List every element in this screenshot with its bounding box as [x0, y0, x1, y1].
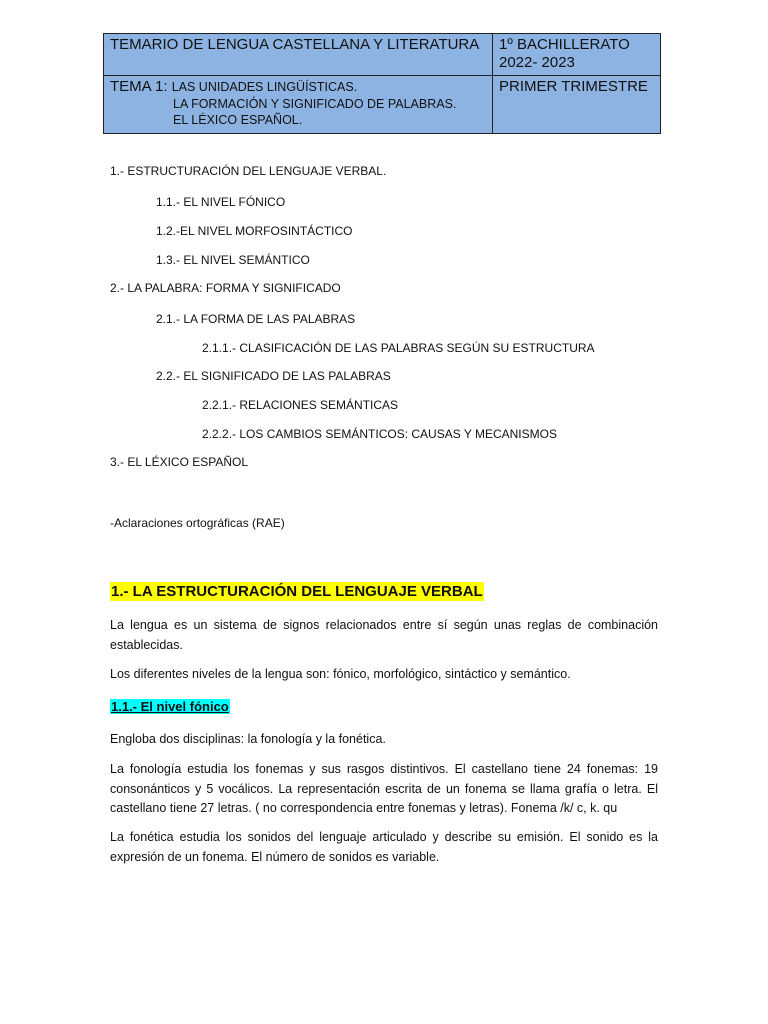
toc-item: 1.1.- EL NIVEL FÓNICO: [156, 195, 286, 209]
aclaraciones-note: -Aclaraciones ortográficas (RAE): [110, 516, 285, 530]
tema-line-2: LA FORMACIÓN Y SIGNIFICADO DE PALABRAS.: [173, 97, 457, 111]
header-title: TEMARIO DE LENGUA CASTELLANA Y LITERATURA: [110, 36, 480, 53]
paragraph: La fonología estudia los fonemas y sus rasgos distintivos. El castellano tiene 24 fonemas: 19 consonánticos y 5 vocálicos. La representación escrita de un fonema se llama grafía o letra. El castellano tiene 27 letras. ( no correspondencia entre fonemas y letras). Fonema /k/ c, k. qu: [110, 762, 658, 815]
toc-item: 2.2.1.- RELACIONES SEMÁNTICAS: [202, 398, 399, 412]
paragraph: La lengua es un sistema de signos relacionados entre sí según unas reglas de combinación establecidas.: [110, 618, 658, 652]
tema-line-1: LAS UNIDADES LINGÜÍSTICAS.: [171, 80, 358, 94]
toc-item: 2.1.- LA FORMA DE LAS PALABRAS: [156, 312, 356, 326]
header-year: 2022- 2023: [499, 54, 575, 71]
toc-item: 1.2.-EL NIVEL MORFOSINTÁCTICO: [156, 224, 353, 238]
subsection-heading: 1.1.- El nivel fónico: [111, 699, 229, 714]
paragraph: Los diferentes niveles de la lengua son: fónico, morfológico, sintáctico y semántico.: [110, 667, 571, 681]
toc-item: 2.- LA PALABRA: FORMA Y SIGNIFICADO: [110, 281, 341, 295]
tema-line-3: EL LÉXICO ESPAÑOL.: [173, 113, 303, 127]
toc-item: 2.2.2.- LOS CAMBIOS SEMÁNTICOS: CAUSAS Y MECANISMOS: [202, 427, 557, 441]
toc-item: 2.1.1.- CLASIFICACIÓN DE LAS PALABRAS SEGÚN SU ESTRUCTURA: [202, 341, 595, 355]
header-course-cell: [493, 34, 661, 76]
toc-item: 1.- ESTRUCTURACIÓN DEL LENGUAJE VERBAL.: [110, 164, 387, 178]
tema-label: TEMA 1:: [110, 78, 168, 95]
paragraph: La fonética estudia los sonidos del lenguaje articulado y describe su emisión. El sonido es la expresión de un fonema. El número de sonidos es variable.: [110, 830, 658, 864]
header-term-cell: [493, 76, 661, 134]
toc-item: 1.3.- EL NIVEL SEMÁNTICO: [156, 253, 310, 267]
header-term: PRIMER TRIMESTRE: [499, 78, 648, 95]
toc-item: 3.- EL LÉXICO ESPAÑOL: [110, 455, 249, 469]
header-table: [103, 33, 661, 134]
header-title-cell: [104, 34, 493, 76]
header-course: 1º BACHILLERATO: [499, 36, 630, 53]
section-heading: 1.- LA ESTRUCTURACIÓN DEL LENGUAJE VERBAL: [111, 583, 483, 600]
paragraph: Engloba dos disciplinas: la fonología y la fonética.: [110, 732, 386, 746]
toc-item: 2.2.- EL SIGNIFICADO DE LAS PALABRAS: [156, 369, 391, 383]
header-tema-cell: [104, 76, 493, 134]
